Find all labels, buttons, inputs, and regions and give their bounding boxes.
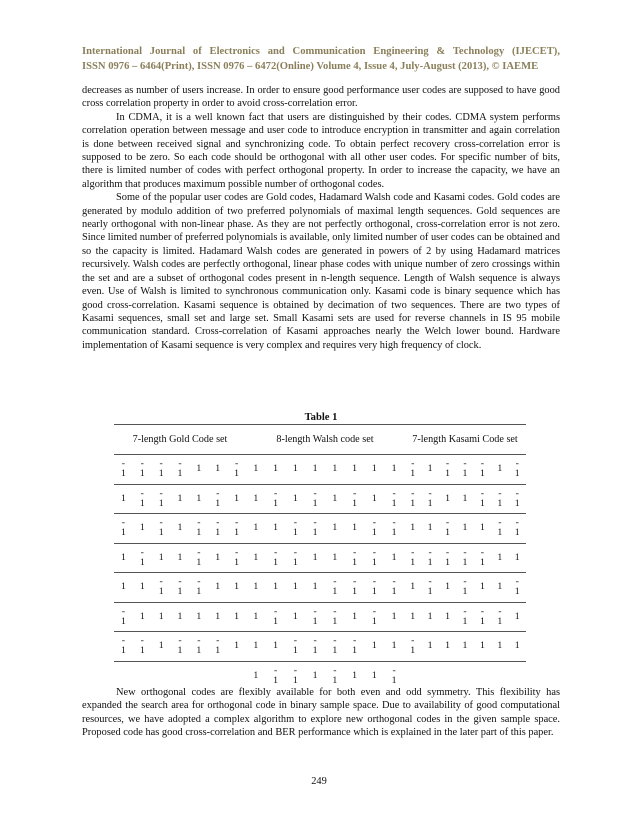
gold-code-cells bbox=[114, 484, 246, 514]
code-value: 1 bbox=[371, 670, 377, 681]
code-value: - 1 bbox=[312, 635, 318, 657]
code-value: - 1 bbox=[292, 517, 298, 539]
code-value: - 1 bbox=[427, 576, 433, 598]
code-value: 1 bbox=[253, 640, 259, 652]
code-value: - 1 bbox=[410, 487, 416, 509]
code-value: 1 bbox=[427, 640, 433, 652]
code-value: - 1 bbox=[352, 576, 358, 598]
code-value: 1 bbox=[120, 581, 126, 593]
code-value: - 1 bbox=[391, 487, 397, 509]
code-value: - 1 bbox=[479, 487, 485, 509]
code-value: 1 bbox=[352, 610, 358, 622]
code-value: 1 bbox=[139, 522, 145, 534]
code-value: 1 bbox=[177, 492, 183, 504]
code-value: - 1 bbox=[497, 517, 503, 539]
code-value: - 1 bbox=[371, 517, 377, 539]
table-header-row bbox=[114, 425, 526, 455]
code-value: - 1 bbox=[292, 635, 298, 657]
kasami-code-cells bbox=[404, 573, 526, 603]
code-value: - 1 bbox=[196, 576, 202, 598]
code-value: 1 bbox=[479, 522, 485, 534]
code-value: - 1 bbox=[215, 635, 221, 657]
code-value: 1 bbox=[273, 640, 279, 652]
code-value: - 1 bbox=[139, 458, 145, 480]
code-value: 1 bbox=[177, 522, 183, 534]
code-value: - 1 bbox=[479, 605, 485, 627]
closing-paragraph-block bbox=[82, 686, 560, 740]
kasami-code-cells bbox=[404, 514, 526, 544]
code-value: 1 bbox=[391, 551, 397, 563]
code-value: 1 bbox=[253, 610, 259, 622]
code-value: 1 bbox=[158, 640, 164, 652]
code-value: 1 bbox=[514, 551, 520, 563]
code-value: 1 bbox=[253, 581, 259, 593]
table-row bbox=[114, 543, 526, 573]
code-value: 1 bbox=[215, 551, 221, 563]
walsh-code-cells bbox=[246, 455, 404, 485]
gold-code-cells bbox=[114, 543, 246, 573]
code-value: 1 bbox=[177, 610, 183, 622]
code-value: - 1 bbox=[479, 546, 485, 568]
kasami-code-cells bbox=[404, 543, 526, 573]
closing-paragraph: New orthogonal codes are flexibly available for both even and odd symmetry. This flexibility has expanded the search area for orthogonal code in binary sample space. Due to availability of good computational resources, we have adopted a complex algorithm to explore new orthogonal codes in the given sample space. Proposed code has good cross-correlation and BER performance which is explained in the later part of this paper. bbox=[82, 687, 560, 739]
paragraph-1: decreases as number of users increase. In order to ensure good performance user codes are supposed to have good cross correlation property in order to avoid cross-correlation error. bbox=[82, 85, 560, 110]
gold-code-cells bbox=[114, 573, 246, 603]
code-value: - 1 bbox=[427, 546, 433, 568]
code-value: - 1 bbox=[371, 546, 377, 568]
code-value: - 1 bbox=[120, 605, 126, 627]
code-value: 1 bbox=[445, 492, 450, 504]
code-value: - 1 bbox=[462, 605, 468, 627]
code-table bbox=[114, 424, 526, 691]
code-value: - 1 bbox=[312, 487, 318, 509]
page-number: 249 bbox=[311, 776, 327, 787]
gold-code-cells bbox=[114, 602, 246, 632]
code-value: 1 bbox=[427, 522, 433, 534]
code-value: - 1 bbox=[445, 458, 450, 480]
code-value: 1 bbox=[479, 581, 485, 593]
code-value: - 1 bbox=[462, 546, 468, 568]
code-value: 1 bbox=[292, 581, 298, 593]
table-title: Table 1 bbox=[304, 412, 338, 423]
code-value: 1 bbox=[158, 551, 164, 563]
code-value: - 1 bbox=[177, 576, 183, 598]
code-value: - 1 bbox=[292, 665, 298, 686]
code-value: 1 bbox=[196, 463, 202, 475]
code-value: 1 bbox=[234, 640, 240, 652]
code-value: - 1 bbox=[497, 487, 503, 509]
kasami-code-cells bbox=[404, 632, 526, 662]
code-value: - 1 bbox=[177, 635, 183, 657]
code-value: - 1 bbox=[273, 665, 279, 686]
code-value: 1 bbox=[410, 581, 416, 593]
code-value: - 1 bbox=[234, 546, 240, 568]
code-value: 1 bbox=[391, 640, 397, 652]
code-value: 1 bbox=[139, 581, 145, 593]
code-value: - 1 bbox=[158, 458, 164, 480]
body-paragraphs bbox=[82, 84, 560, 352]
code-value: 1 bbox=[445, 581, 450, 593]
code-value: - 1 bbox=[215, 487, 221, 509]
code-value: - 1 bbox=[139, 487, 145, 509]
code-value: 1 bbox=[253, 522, 259, 534]
code-value: 1 bbox=[120, 551, 126, 563]
code-value: - 1 bbox=[312, 517, 318, 539]
code-value: 1 bbox=[427, 463, 433, 475]
code-value: 1 bbox=[139, 610, 145, 622]
code-value: - 1 bbox=[479, 458, 485, 480]
code-value: 1 bbox=[352, 670, 358, 681]
code-value: - 1 bbox=[352, 487, 358, 509]
code-value: - 1 bbox=[120, 517, 126, 539]
code-value: - 1 bbox=[332, 635, 338, 657]
code-value: - 1 bbox=[158, 517, 164, 539]
code-value: 1 bbox=[352, 463, 358, 475]
code-value: 1 bbox=[253, 670, 259, 681]
code-value: 1 bbox=[371, 492, 377, 504]
code-value: - 1 bbox=[139, 546, 145, 568]
code-value: - 1 bbox=[332, 665, 338, 686]
code-value: 1 bbox=[273, 581, 279, 593]
code-value: 1 bbox=[273, 522, 279, 534]
table-row bbox=[114, 514, 526, 544]
code-value: - 1 bbox=[391, 576, 397, 598]
code-value: 1 bbox=[120, 492, 126, 504]
code-value: 1 bbox=[177, 551, 183, 563]
table-row bbox=[114, 632, 526, 662]
code-value: 1 bbox=[410, 522, 416, 534]
kasami-code-cells bbox=[404, 602, 526, 632]
code-value: 1 bbox=[445, 610, 450, 622]
walsh-code-cells bbox=[246, 602, 404, 632]
walsh-code-cells bbox=[246, 514, 404, 544]
code-value: - 1 bbox=[196, 517, 202, 539]
code-value: 1 bbox=[371, 640, 377, 652]
code-value: - 1 bbox=[371, 605, 377, 627]
code-value: 1 bbox=[196, 610, 202, 622]
code-value: - 1 bbox=[391, 665, 397, 686]
code-value: 1 bbox=[497, 463, 503, 475]
gold-code-cells bbox=[114, 455, 246, 485]
code-value: 1 bbox=[253, 463, 259, 475]
code-value: - 1 bbox=[332, 576, 338, 598]
walsh-code-cells bbox=[246, 543, 404, 573]
code-value: 1 bbox=[391, 463, 397, 475]
table-row bbox=[114, 573, 526, 603]
code-value: - 1 bbox=[410, 546, 416, 568]
journal-issn-line: ISSN 0976 – 6464(Print), ISSN 0976 – 6472(Online) Volume 4, Issue 4, July-August (2013), © IAEME bbox=[82, 61, 539, 72]
code-value: 1 bbox=[273, 463, 279, 475]
code-value: - 1 bbox=[371, 576, 377, 598]
code-value: 1 bbox=[497, 551, 503, 563]
code-value: 1 bbox=[253, 492, 259, 504]
code-value: 1 bbox=[462, 640, 468, 652]
code-value: - 1 bbox=[352, 546, 358, 568]
code-value: 1 bbox=[292, 610, 298, 622]
code-value: 1 bbox=[427, 610, 433, 622]
code-value: - 1 bbox=[215, 517, 221, 539]
code-value: 1 bbox=[312, 551, 318, 563]
code-value: 1 bbox=[462, 522, 468, 534]
code-value: - 1 bbox=[462, 576, 468, 598]
code-value: 1 bbox=[497, 581, 503, 593]
walsh-code-cells bbox=[246, 573, 404, 603]
header-walsh: 8-length Walsh code set bbox=[246, 425, 404, 455]
code-value: 1 bbox=[196, 492, 202, 504]
code-value: - 1 bbox=[352, 635, 358, 657]
code-value: - 1 bbox=[514, 517, 520, 539]
code-value: 1 bbox=[332, 492, 338, 504]
paragraph-2: In CDMA, it is a well known fact that users are distinguished by their codes. CDMA system performs correlation operation between message and user code to introduce encryption in transmitter and again correlation is done between received signal and synchronizing code. To obtain perfect recovery cross-correlation error is supposed to be zero. So each code should be orthogonal with all other user codes. For specific number of bits, there is limited number of codes with perfect orthogonal property. In order to increase the capacity, we have an algorithm that produces maximum possible number of orthogonal codes. bbox=[82, 111, 560, 190]
paragraph-3: Some of the popular user codes are Gold codes, Hadamard Walsh code and Kasami codes. Gold codes are generated by modulo addition of two preferred polynomials of maximal length sequences. Gold sequences are nearly orthogonal with non-linear phase. As they are not perfectly orthogonal, cross-correlation error is not zero. Since limited number of preferred polynomials is available, only limited number of user codes can be obtained and so the capacity is limited. Hadamard Walsh codes are generated in powers of 2 by using Hadamard matrices recursively. Walsh codes are perfectly orthogonal, linear phase codes with unique number of zero crossings within the set and are a subset of orthogonal codes present in n-length sequence. Length of Walsh sequence is always even. Use of Walsh is limited to synchronous communication only. Kasami code is binary sequence which has good cross-correlation. Kasami sequence is obtained by decimation of two sequences. There are two types of Kasami sequences, small set and large set. Small Kasami sets are used for reverse channels in IS 95 mobile communication standard. Cross-correlation of Kasami approaches nearly the Welch lower bound. Hardware implementation of Kasami sequence is very complex and requires very high frequency of clock. bbox=[82, 192, 560, 351]
code-value: 1 bbox=[158, 610, 164, 622]
code-value: 1 bbox=[292, 492, 298, 504]
code-value: - 1 bbox=[445, 546, 450, 568]
code-value: 1 bbox=[391, 610, 397, 622]
journal-title-line: International Journal of Electronics and Communication Engineering & Technology (IJECET), bbox=[82, 46, 560, 57]
code-value: - 1 bbox=[120, 458, 126, 480]
kasami-code-cells bbox=[404, 455, 526, 485]
walsh-code-cells bbox=[246, 484, 404, 514]
code-value: 1 bbox=[215, 610, 221, 622]
code-value: 1 bbox=[292, 463, 298, 475]
table-row bbox=[114, 455, 526, 485]
code-value: - 1 bbox=[312, 605, 318, 627]
code-value: - 1 bbox=[196, 546, 202, 568]
gold-code-cells bbox=[114, 632, 246, 662]
code-value: - 1 bbox=[427, 487, 433, 509]
code-value: - 1 bbox=[273, 605, 279, 627]
code-value: - 1 bbox=[514, 487, 520, 509]
code-value: - 1 bbox=[273, 487, 279, 509]
code-value: 1 bbox=[215, 463, 221, 475]
code-value: 1 bbox=[312, 670, 318, 681]
code-value: 1 bbox=[332, 522, 338, 534]
code-value: - 1 bbox=[332, 605, 338, 627]
code-value: - 1 bbox=[139, 635, 145, 657]
code-value: 1 bbox=[497, 640, 503, 652]
code-value: - 1 bbox=[120, 635, 126, 657]
code-value: 1 bbox=[514, 610, 520, 622]
code-value: 1 bbox=[332, 551, 338, 563]
code-value: - 1 bbox=[497, 605, 503, 627]
code-value: 1 bbox=[479, 640, 485, 652]
code-value: 1 bbox=[462, 492, 468, 504]
header-gold: 7-length Gold Code set bbox=[114, 425, 246, 455]
code-value: 1 bbox=[253, 551, 259, 563]
journal-header bbox=[82, 44, 560, 74]
code-value: - 1 bbox=[158, 576, 164, 598]
code-value: - 1 bbox=[462, 458, 468, 480]
code-value: - 1 bbox=[234, 458, 240, 480]
code-value: - 1 bbox=[514, 458, 520, 480]
code-value: - 1 bbox=[158, 487, 164, 509]
header-kasami: 7-length Kasami Code set bbox=[404, 425, 526, 455]
code-value: - 1 bbox=[292, 546, 298, 568]
code-value: - 1 bbox=[410, 635, 416, 657]
gold-code-cells bbox=[114, 514, 246, 544]
code-value: - 1 bbox=[273, 546, 279, 568]
code-value: 1 bbox=[445, 640, 450, 652]
code-value: - 1 bbox=[410, 458, 416, 480]
code-value: 1 bbox=[234, 492, 240, 504]
code-value: - 1 bbox=[196, 635, 202, 657]
code-value: 1 bbox=[234, 610, 240, 622]
code-value: - 1 bbox=[177, 458, 183, 480]
kasami-code-cells bbox=[404, 484, 526, 514]
code-value: - 1 bbox=[234, 517, 240, 539]
code-value: 1 bbox=[312, 581, 318, 593]
code-value: 1 bbox=[371, 463, 377, 475]
code-value: 1 bbox=[312, 463, 318, 475]
code-value: - 1 bbox=[514, 576, 520, 598]
table-row bbox=[114, 484, 526, 514]
code-value: 1 bbox=[352, 522, 358, 534]
walsh-code-cells bbox=[246, 632, 404, 662]
code-value: 1 bbox=[410, 610, 416, 622]
code-value: 1 bbox=[514, 640, 520, 652]
code-value: - 1 bbox=[445, 517, 450, 539]
code-value: 1 bbox=[215, 581, 221, 593]
table-row bbox=[114, 602, 526, 632]
code-value: - 1 bbox=[391, 517, 397, 539]
code-value: 1 bbox=[332, 463, 338, 475]
code-value: 1 bbox=[234, 581, 240, 593]
